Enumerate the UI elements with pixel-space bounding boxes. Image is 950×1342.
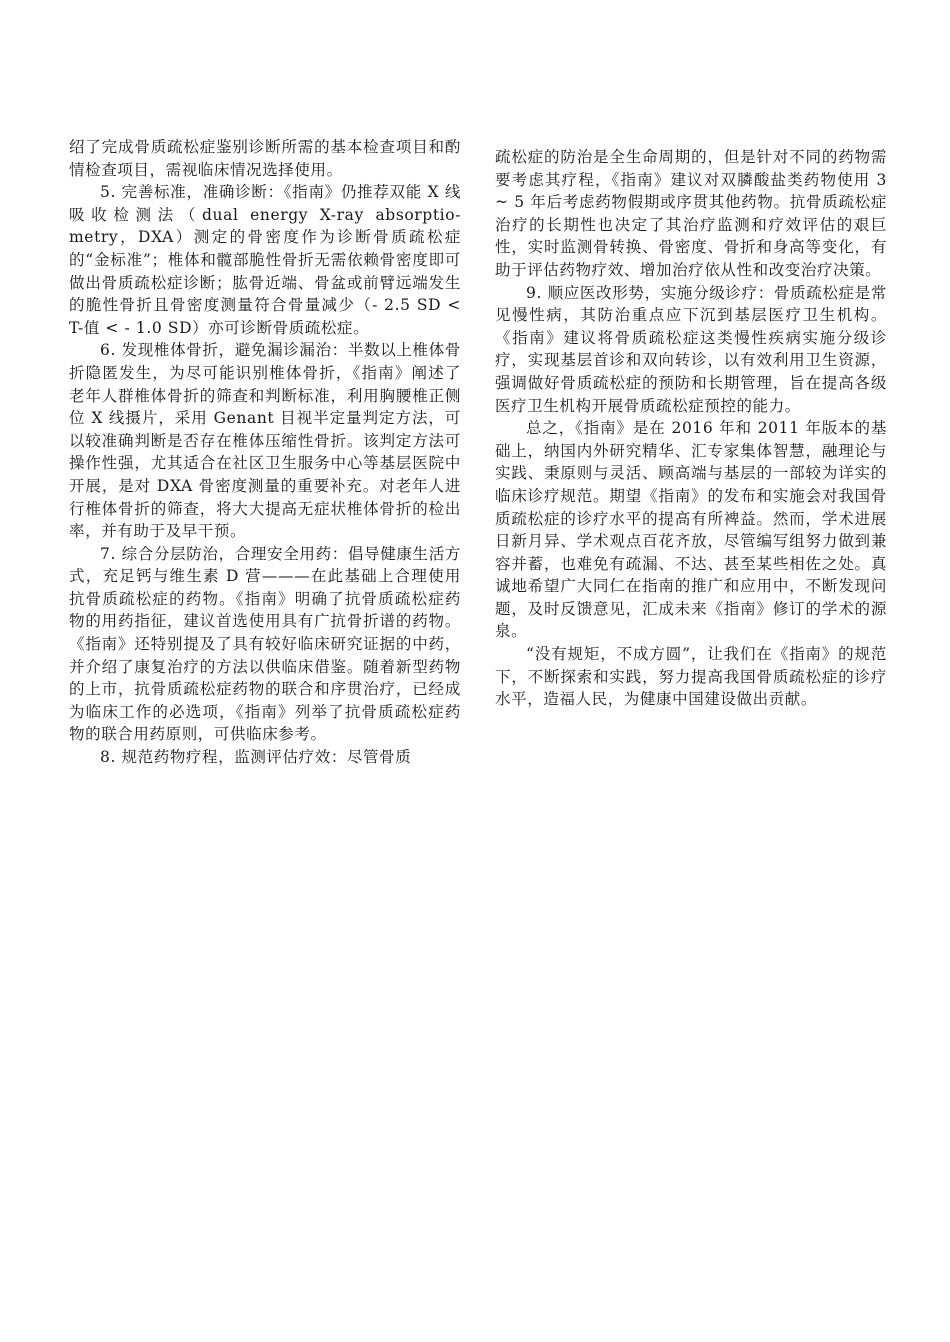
paragraph: 7. 综合分层防治，合理安全用药：倡导健康生活方式，充足钙与维生素 D 营———在此基础上合理使用抗骨质疏松症的药物。《指南》明确了抗骨质疏松症药物的用药指征，建议首选使用具有广抗骨折谱的药物。《指南》还特别提及了具有较好临床研究证据的中药，并介绍了康复治疗的方法以供临床借鉴。随着新型药物的上市，抗骨质疏松症药物的联合和序贯治疗，已经成为临床工作的必选项，《指南》列举了抗骨质疏松症药物的联合用药原则，可供临床参考。 <box>69 544 461 744</box>
paragraph: 6. 发现椎体骨折，避免漏诊漏治：半数以上椎体骨折隐匿发生，为尽可能识别椎体骨折，《指南》阐述了老年人群椎体骨折的筛查和判断标准，利用胸腰椎正侧位 X 线摄片，采用 Genant 目视半定量判定方法，可以较准确判断是否存在椎体压缩性骨折。该判定方法可操作性强，尤其适合在社区卫生服务中心等基层医院中开展，是对 DXA 骨密度测量的重要补充。对老年人进行椎体骨折的筛查，将大大提高无症状椎体骨折的检出率，并有助于及早干预。 <box>69 341 461 541</box>
right-column <box>495 146 887 711</box>
left-column <box>69 136 461 769</box>
paragraph: 疏松症的防治是全生命周期的，但是针对不同的药物需要考虑其疗程，《指南》建议对双膦酸盐类药物使用 3 ~ 5 年后考虑药物假期或序贯其他药物。抗骨质疏松症治疗的长期性也决定了其治疗监测和疗效评估的艰巨性，实时监测骨转换、骨密度、骨折和身高等变化，有助于评估药物疗效、增加治疗依从性和改变治疗决策。 <box>495 148 887 279</box>
paragraph: 9. 顺应医改形势，实施分级诊疗：骨质疏松症是常见慢性病，其防治重点应下沉到基层医疗卫生机构。《指南》建议将骨质疏松症这类慢性疾病实施分级诊疗，实现基层首诊和双向转诊，以有效利用卫生资源，强调做好骨质疏松症的预防和长期管理，旨在提高各级医疗卫生机构开展骨质疏松症预控的能力。 <box>495 283 887 415</box>
paragraph: 5. 完善标准，准确诊断：《指南》仍推荐双能 X 线吸收检测法（dual energy X-ray absorptio- metry，DXA）测定的骨密度作为诊断骨质疏松症的“金标准”；椎体和髋部脆性骨折无需依赖骨密度即可做出骨质疏松症诊断；肱骨近端、骨盆或前臂远端发生的脆性骨折且骨密度测量符合骨量减少（- 2.5 SD < T-值 < - 1.0 SD）亦可诊断骨质疏松症。 <box>69 183 461 337</box>
paragraph: 绍了完成骨质疏松症鉴别诊断所需的基本检查项目和酌情检查项目，需视临床情况选择使用。 <box>69 138 461 179</box>
paragraph: 总之，《指南》是在 2016 年和 2011 年版本的基础上，纳国内外研究精华、汇专家集体智慧，融理论与实践、秉原则与灵活、顾高端与基层的一部较为详实的临床诊疗规范。期望《指南》的发布和实施会对我国骨质疏松症的诊疗水平的提高有所裨益。然而，学术进展日新月异、学术观点百花齐放，尽管编写组努力做到兼容并蓄，也难免有疏漏、不达、甚至某些相佐之处。真诚地希望广大同仁在指南的推广和应用中，不断发现问题，及时反馈意见，汇成未来《指南》修订的学术的源泉。 <box>495 419 887 641</box>
paragraph: “没有规矩，不成方圆”，让我们在《指南》的规范下，不断探索和实践，努力提高我国骨质疏松症的诊疗水平，造福人民，为健康中国建设做出贡献。 <box>495 645 887 709</box>
paragraph: 8. 规范药物疗程，监测评估疗效：尽管骨质 <box>100 748 412 767</box>
